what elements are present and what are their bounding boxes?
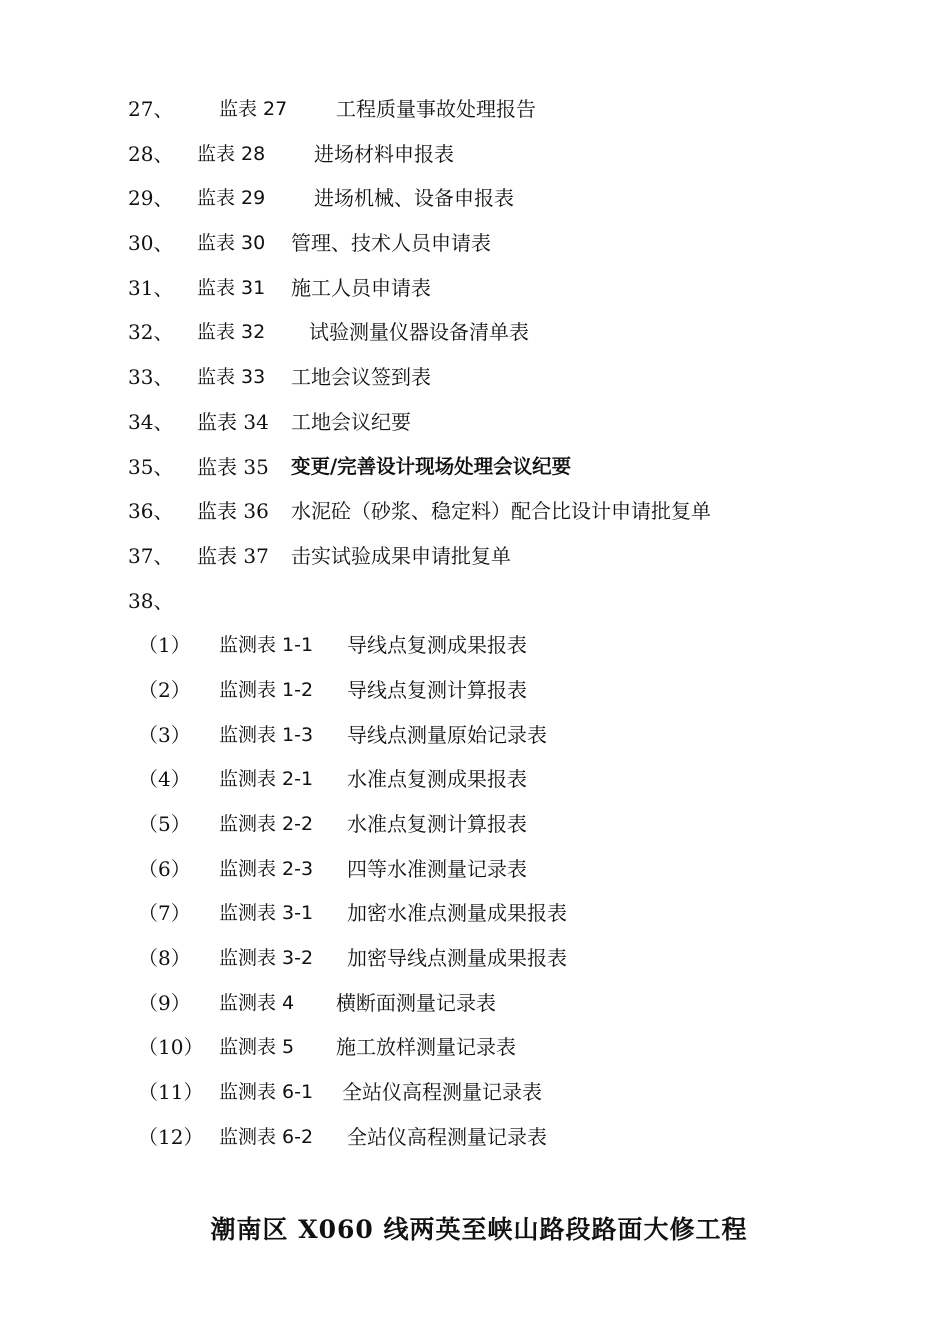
form-list (0, 87, 950, 1160)
sub-item-title: 四等水准测量记录表 (347, 856, 527, 881)
item-title: 变更/完善设计现场处理会议纪要 (291, 454, 572, 478)
item-code: 监表 27 (219, 98, 288, 120)
sub-list-item (0, 757, 950, 802)
sub-item-code: 监测表 2-3 (219, 857, 314, 880)
list-item (0, 221, 950, 266)
sub-item-number: （9） (138, 990, 191, 1015)
sub-item-number: （11） (138, 1080, 204, 1105)
list-item (0, 400, 950, 445)
sub-item-title: 横断面测量记录表 (336, 990, 496, 1015)
project-title: 潮南区 X060 线两英至峡山路段路面大修工程 (210, 1215, 748, 1244)
item-number: 35、 (128, 454, 174, 479)
sub-list-item (0, 981, 950, 1026)
item-number: 30、 (128, 231, 174, 256)
sub-item-code: 监测表 4 (219, 991, 295, 1014)
sub-item-code: 监测表 2-1 (219, 768, 314, 791)
sub-item-number: （8） (138, 946, 191, 971)
sub-item-code: 监测表 1-2 (219, 678, 314, 701)
sub-item-code: 监测表 1-3 (219, 723, 314, 746)
list-item (0, 445, 950, 490)
list-item (0, 310, 950, 355)
item-number: 32、 (128, 320, 174, 345)
sub-item-title: 加密水准点测量成果报表 (347, 901, 567, 926)
sub-item-code: 监测表 3-2 (219, 947, 314, 970)
item-code: 监表 30 (197, 232, 266, 255)
item-number: 34、 (128, 409, 174, 434)
sub-item-number: （10） (138, 1035, 204, 1060)
item-number: 31、 (128, 275, 174, 300)
list-item (0, 534, 950, 579)
sub-list-item (0, 1115, 950, 1160)
item-number: 37、 (128, 543, 174, 568)
item-title: 进场机械、设备申报表 (314, 186, 514, 211)
sub-item-title: 全站仪高程测量记录表 (347, 1124, 547, 1149)
item-code: 监表 29 (197, 187, 266, 210)
sub-item-title: 全站仪高程测量记录表 (342, 1080, 542, 1105)
sub-item-number: （1） (138, 633, 191, 658)
sub-item-title: 导线点测量原始记录表 (347, 722, 547, 747)
item-title: 施工人员申请表 (291, 275, 431, 300)
item-code: 监表 35 (197, 454, 269, 479)
item-code: 监表 32 (197, 321, 266, 344)
sub-item-title: 水准点复测计算报表 (347, 812, 527, 836)
item-number: 36、 (128, 499, 174, 524)
sub-item-title: 加密导线点测量成果报表 (347, 946, 567, 971)
sub-item-number: （12） (138, 1124, 204, 1149)
item-title: 管理、技术人员申请表 (291, 231, 491, 256)
item-code: 监表 36 (197, 499, 269, 524)
item-code: 监表 37 (197, 543, 269, 568)
sub-item-number: （6） (138, 856, 191, 881)
sub-item-code: 监测表 6-2 (219, 1125, 314, 1148)
sub-item-code: 监测表 1-1 (219, 634, 314, 657)
sub-item-code: 监测表 2-2 (219, 813, 314, 835)
sub-list-item (0, 668, 950, 713)
sub-item-title: 导线点复测计算报表 (347, 677, 527, 702)
list-item (0, 87, 950, 132)
sub-list-item (0, 1070, 950, 1115)
item-code: 监表 34 (197, 409, 269, 434)
sub-list-item (0, 623, 950, 668)
sub-item-code: 监测表 6-1 (219, 1081, 314, 1104)
sub-list-item (0, 891, 950, 936)
item-code: 监表 28 (197, 142, 266, 165)
item-title: 击实试验成果申请批复单 (291, 543, 511, 568)
sub-item-number: （2） (138, 677, 191, 702)
sub-item-number: （4） (138, 767, 191, 792)
item-number: 28、 (128, 141, 174, 166)
item-title: 工地会议纪要 (291, 409, 411, 434)
item-code: 监表 33 (197, 366, 266, 389)
list-item (0, 266, 950, 311)
sub-list-item (0, 847, 950, 892)
sub-item-number: （7） (138, 901, 191, 926)
list-item (0, 489, 950, 534)
sub-item-title: 导线点复测成果报表 (347, 633, 527, 658)
item-title: 工程质量事故处理报告 (336, 97, 536, 121)
item-number: 38、 (128, 588, 174, 613)
sub-item-title: 水准点复测成果报表 (347, 767, 527, 792)
item-number: 29、 (128, 186, 174, 211)
list-item (0, 355, 950, 400)
list-item (0, 132, 950, 177)
item-title: 进场材料申报表 (314, 141, 454, 166)
sub-list-item (0, 713, 950, 758)
sub-list-item (0, 802, 950, 847)
sub-list-item (0, 936, 950, 981)
sub-item-number: （5） (138, 812, 191, 836)
item-code: 监表 31 (197, 276, 266, 299)
sub-item-number: （3） (138, 722, 191, 747)
item-title: 试验测量仪器设备清单表 (309, 320, 529, 345)
sub-item-code: 监测表 3-1 (219, 902, 314, 925)
item-title: 工地会议签到表 (291, 365, 431, 390)
sub-item-code: 监测表 5 (219, 1036, 295, 1059)
sub-item-title: 施工放样测量记录表 (336, 1035, 516, 1060)
list-item (0, 579, 950, 624)
item-number: 33、 (128, 365, 174, 390)
item-title: 水泥砼（砂浆、稳定料）配合比设计申请批复单 (291, 499, 711, 524)
sub-list-item (0, 1025, 950, 1070)
item-number: 27、 (128, 97, 174, 121)
list-item (0, 176, 950, 221)
